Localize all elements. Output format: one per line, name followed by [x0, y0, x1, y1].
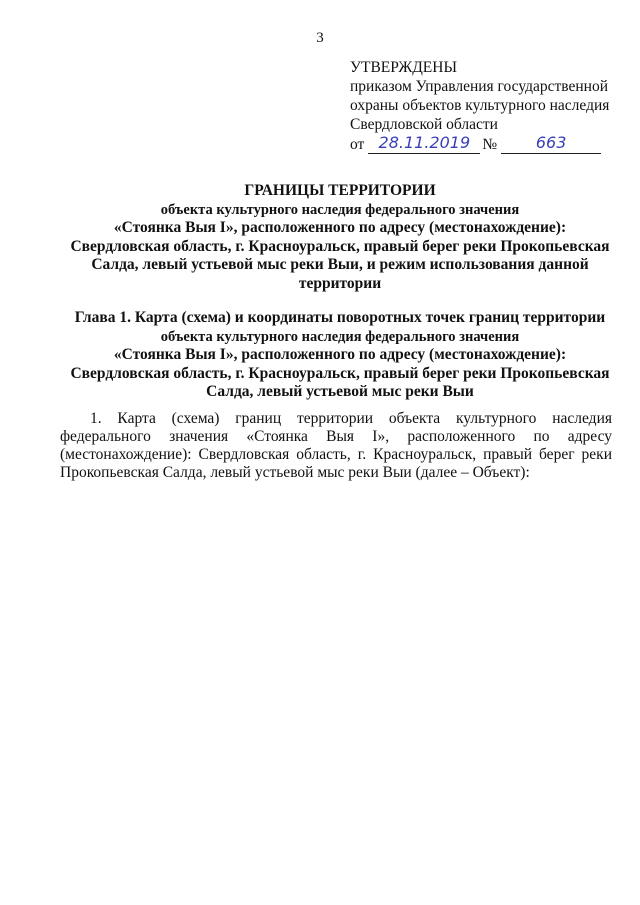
approval-stamp — [350, 58, 630, 154]
title-line-4: Свердловская область, г. Красноуральск, правый берег реки Прокопьевская — [70, 237, 610, 255]
number-prefix: № — [482, 136, 498, 153]
approval-line-3: Свердловской области — [350, 116, 498, 133]
title-line-2: объекта культурного наследия федерального значения — [160, 201, 520, 218]
approval-line-1: приказом Управления государственной — [350, 78, 609, 95]
chapter-heading — [60, 309, 620, 402]
page-number: 3 — [316, 30, 324, 46]
paragraph-1: 1. Карта (схема) границ территории объекта культурного наследия федерального значения «Стоянка Выя I», расположенного по адресу (местонахождение): Свердловская область, г. Красноуральск, правый берег реки Прокопьевская Салда, левый устьевой мыс реки Выи (далее – Объект): — [60, 410, 612, 481]
title-line-3: «Стоянка Выя I», расположенного по адресу (местонахождение): — [113, 219, 567, 236]
handwritten-date: 28.11.2019 — [368, 134, 480, 154]
chapter-line-1: Глава 1. Карта (схема) и координаты поворотных точек границ территории — [74, 309, 606, 326]
date-prefix: от — [350, 136, 365, 153]
approval-heading: УТВЕРЖДЕНЫ — [350, 59, 457, 76]
chapter-line-5: Салда, левый устьевой мыс реки Выи — [206, 383, 474, 400]
title-main: ГРАНИЦЫ ТЕРРИТОРИИ — [244, 182, 436, 199]
chapter-line-4: Свердловская область, г. Красноуральск, правый берег реки Прокопьевская — [70, 364, 610, 382]
chapter-line-2: объекта культурного наследия федерального значения — [160, 328, 520, 345]
document-title — [60, 182, 620, 293]
approval-date-line — [350, 134, 630, 154]
title-line-6: территории — [298, 274, 382, 292]
approval-line-2: охраны объектов культурного наследия — [350, 97, 610, 114]
handwritten-order-number: 663 — [501, 134, 601, 154]
chapter-line-3: «Стоянка Выя I», расположенного по адресу (местонахождение): — [113, 346, 567, 363]
title-line-5: Салда, левый устьевой мыс реки Выи, и режим использования данной — [91, 256, 589, 273]
